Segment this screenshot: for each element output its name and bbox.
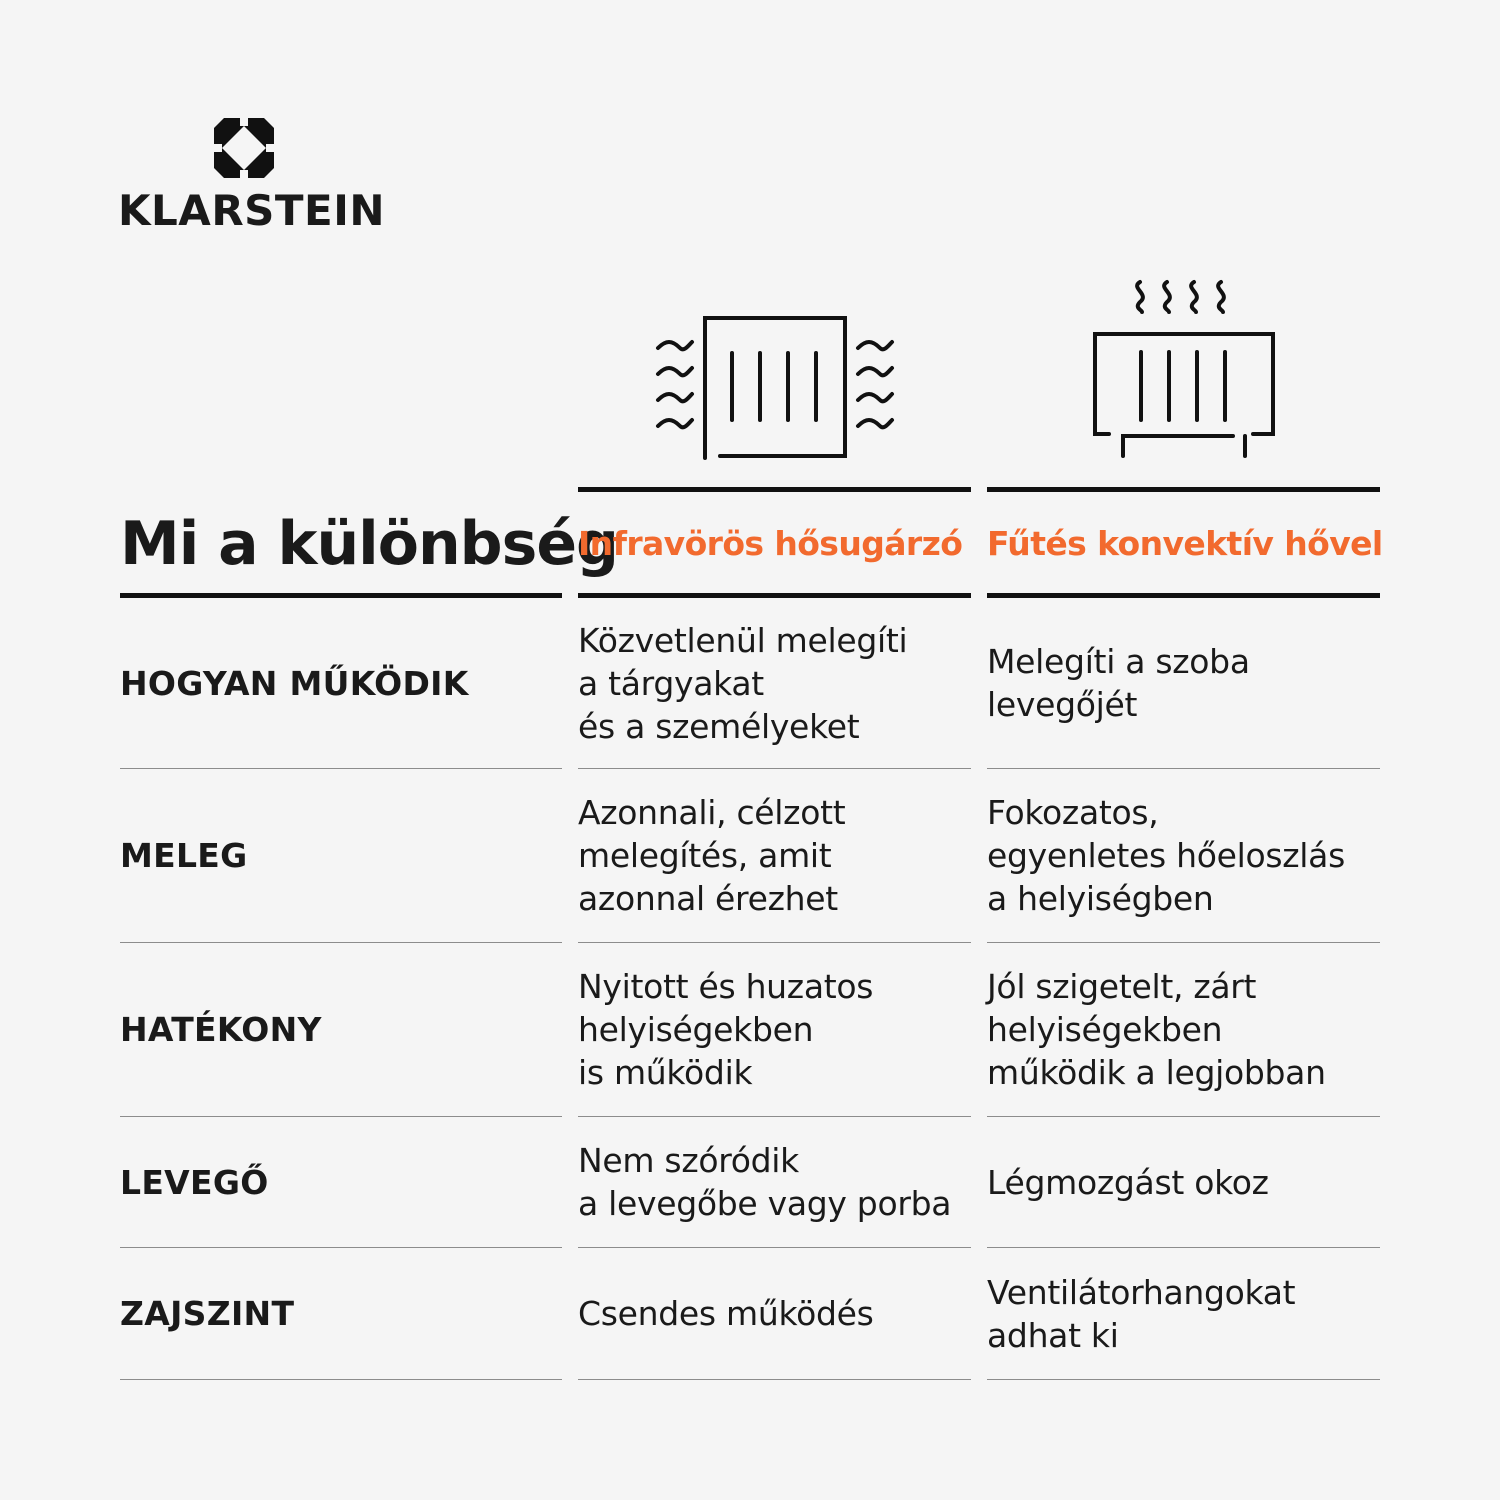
column-header-convective: Fűtés konvektív hővel — [987, 524, 1383, 563]
column-top-rule-infrared — [578, 487, 971, 492]
cell-text: Ventilátorhangokat adhat ki — [987, 1272, 1296, 1355]
table-cell-infrared — [578, 1117, 978, 1247]
infrared-panel-heater-icon — [650, 308, 900, 468]
cell-text: Nem szóródik a levegőbe vagy porba — [578, 1141, 952, 1223]
row-divider — [120, 1379, 562, 1380]
row-label: MELEG — [120, 836, 248, 875]
table-cell-infrared — [578, 943, 978, 1116]
cell-text: Közvetlenül melegíti a tárgyakat és a személyeket — [578, 620, 908, 746]
table-cell-infrared — [578, 598, 978, 768]
row-label: HOGYAN MŰKÖDIK — [120, 663, 469, 703]
cell-text: Csendes működés — [578, 1294, 874, 1333]
cell-text: Nyitott és huzatos helyiségekben is működik — [578, 967, 874, 1092]
page-title: Mi a különbség — [120, 509, 618, 579]
table-row — [120, 1248, 562, 1379]
table-cell-convective — [987, 943, 1387, 1116]
row-label: LEVEGŐ — [120, 1162, 269, 1202]
table-cell-convective — [987, 1248, 1387, 1379]
brand-logo — [118, 118, 386, 235]
table-row — [120, 943, 562, 1116]
table-cell-infrared — [578, 1248, 978, 1379]
row-label: HATÉKONY — [120, 1010, 322, 1049]
cell-text: Jól szigetelt, zárt helyiségekben működik a legjobban — [987, 967, 1326, 1092]
table-cell-infrared — [578, 769, 978, 942]
table-cell-convective — [987, 769, 1387, 942]
cell-text: Melegíti a szoba levegőjét — [987, 642, 1250, 724]
row-divider — [578, 1379, 971, 1380]
cell-text: Fokozatos, egyenletes hőeloszlás a helyiségben — [987, 793, 1345, 918]
convector-heater-icon — [1085, 272, 1285, 464]
table-cell-convective — [987, 598, 1387, 768]
cell-text: Azonnali, célzott melegítés, amit azonnal érezhet — [578, 793, 846, 918]
table-row — [120, 598, 562, 768]
klarstein-diamond-logo-icon — [214, 118, 274, 178]
column-header-infrared: Infravörös hősugárzó — [578, 524, 963, 563]
brand-name: KLARSTEIN — [118, 186, 386, 235]
table-cell-convective — [987, 1117, 1387, 1247]
table-row — [120, 769, 562, 942]
column-top-rule-convective — [987, 487, 1380, 492]
cell-text: Légmozgást okoz — [987, 1162, 1269, 1202]
row-divider — [987, 1379, 1380, 1380]
table-row — [120, 1117, 562, 1247]
row-label: ZAJSZINT — [120, 1294, 295, 1333]
